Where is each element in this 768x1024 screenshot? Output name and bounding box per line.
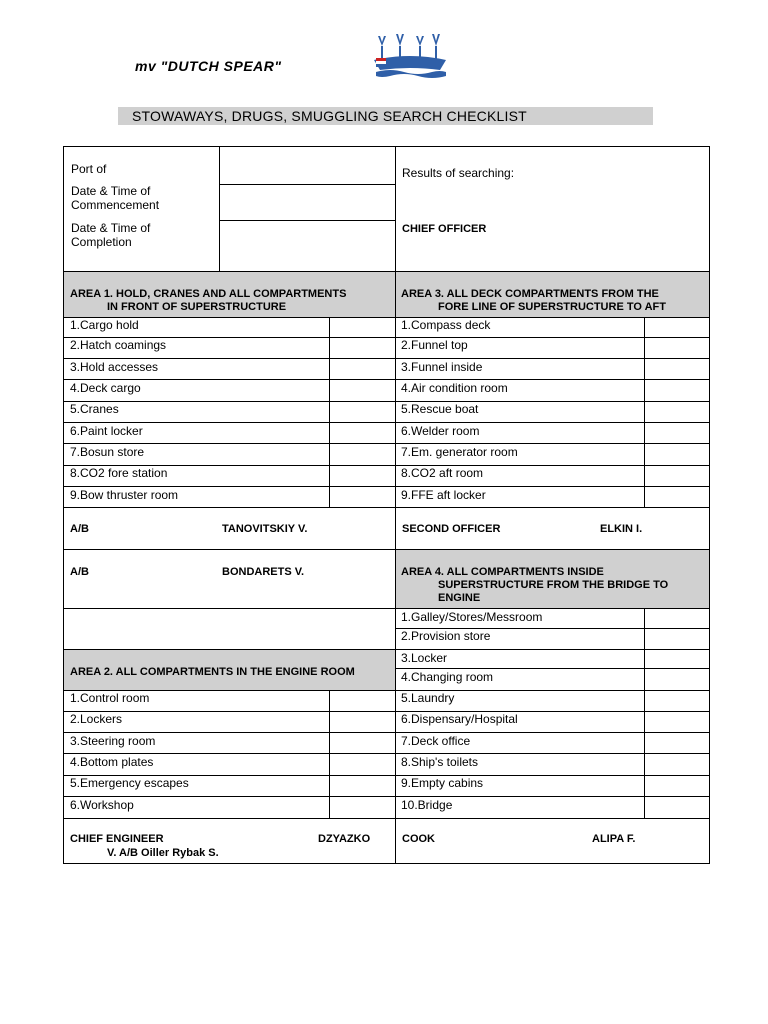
area1-check-divider [329,317,330,507]
area3-item: 7.Em. generator room [401,445,518,459]
area3-item: 6.Welder room [401,424,480,438]
port-of-label: Port of [71,162,107,176]
ship-logo-icon [370,32,450,82]
row-line [63,486,710,487]
row-line [63,422,710,423]
area2-item: 2.Lockers [70,712,123,726]
area1-item: 8.CO2 fore station [70,466,168,480]
ab2-name: BONDARETS V. [222,566,305,578]
results-label: Results of searching: [402,166,515,180]
row-line [396,649,710,650]
center-divider [395,146,396,864]
row-line [396,796,710,797]
area1-item: 7.Bosun store [70,445,145,459]
area3-item: 5.Rescue boat [401,402,479,416]
area2-item: 6.Workshop [70,798,134,812]
area3-item: 1.Compass deck [401,318,491,332]
area1-item: 2.Hatch coamings [70,338,167,352]
area3-item: 4.Air condition room [401,381,508,395]
area1-item: 9.Bow thruster room [70,488,179,502]
info-line [219,220,395,221]
ab2-role: A/B [70,566,89,578]
section-line [63,507,710,508]
row-line [63,732,396,733]
area1-item: 4.Deck cargo [70,381,141,395]
area1-item: 1.Cargo hold [70,318,139,332]
area1-item: 6.Paint locker [70,424,143,438]
area4-item: 3.Locker [401,651,448,665]
row-line [63,753,396,754]
section-line [63,649,396,650]
row-line [396,732,710,733]
area4-item: 9.Empty cabins [401,776,484,790]
ab1-role: A/B [70,523,89,535]
row-line [63,358,710,359]
second-officer-name: ELKIN I. [600,523,643,535]
area3-item: 8.CO2 aft room [401,466,484,480]
area2-item: 1.Control room [70,691,150,705]
area3-item: 2.Funnel top [401,338,468,352]
completion-label: Date & Time of Completion [71,221,151,249]
section-line [63,271,710,272]
row-line [63,443,710,444]
area2-check-divider [329,690,330,818]
area1-item: 3.Hold accesses [70,360,159,374]
area1-item: 5.Cranes [70,402,119,416]
commencement-label: Date & Time of Commencement [71,184,160,212]
cook-name: ALIPA F. [592,833,636,845]
row-line [63,379,710,380]
info-line [219,184,395,185]
chief-officer-label: CHIEF OFFICER [402,223,487,235]
info-divider [219,146,220,272]
cook-role: COOK [402,833,435,845]
area2-item: 3.Steering room [70,734,156,748]
area3-item: 9.FFE aft locker [401,488,486,502]
second-officer-role: SECOND OFFICER [402,523,501,535]
area4-item: 2.Provision store [401,629,491,643]
area4-title: AREA 4. ALL COMPARTMENTS INSIDE SUPERSTRUCTURE FROM THE BRIDGE TO ENGINE [401,566,669,604]
row-line [63,401,710,402]
section-line [63,549,710,550]
section-line [63,818,710,819]
section-line [63,317,710,318]
area2-title: AREA 2. ALL COMPARTMENTS IN THE ENGINE ROOM [70,666,355,678]
page-title: STOWAWAYS, DRUGS, SMUGGLING SEARCH CHECKLIST [118,107,653,125]
area4-item: 1.Galley/Stores/Messroom [401,610,543,624]
area4-check-divider [644,608,645,818]
area3-item: 3.Funnel inside [401,360,483,374]
chief-engineer-role: CHIEF ENGINEER [70,833,164,845]
area4-item: 5.Laundry [401,691,455,705]
section-line [63,608,710,609]
area4-item: 4.Changing room [401,670,494,684]
area2-item: 5.Emergency escapes [70,776,189,790]
chief-engineer-line2: V. A/B Oiller Rybak S. [107,847,219,859]
checklist-table [63,146,710,864]
area4-item: 10.Bridge [401,798,453,812]
ab1-name: TANOVITSKIY V. [222,523,308,535]
area4-item: 7.Deck office [401,734,471,748]
area1-title: AREA 1. HOLD, CRANES AND ALL COMPARTMENTS IN FRONT OF SUPERSTRUCTURE [70,288,347,313]
area4-item: 6.Dispensary/Hospital [401,712,518,726]
row-line [396,753,710,754]
area4-item: 8.Ship's toilets [401,755,478,769]
row-line [63,796,396,797]
area3-check-divider [644,317,645,507]
row-line [396,668,710,669]
area2-item: 4.Bottom plates [70,755,154,769]
area3-title: AREA 3. ALL DECK COMPARTMENTS FROM THE FORE LINE OF SUPERSTRUCTURE TO AFT [401,288,666,313]
chief-engineer-name: DZYAZKO [318,833,371,845]
vessel-name: mv "DUTCH SPEAR" [135,58,282,74]
